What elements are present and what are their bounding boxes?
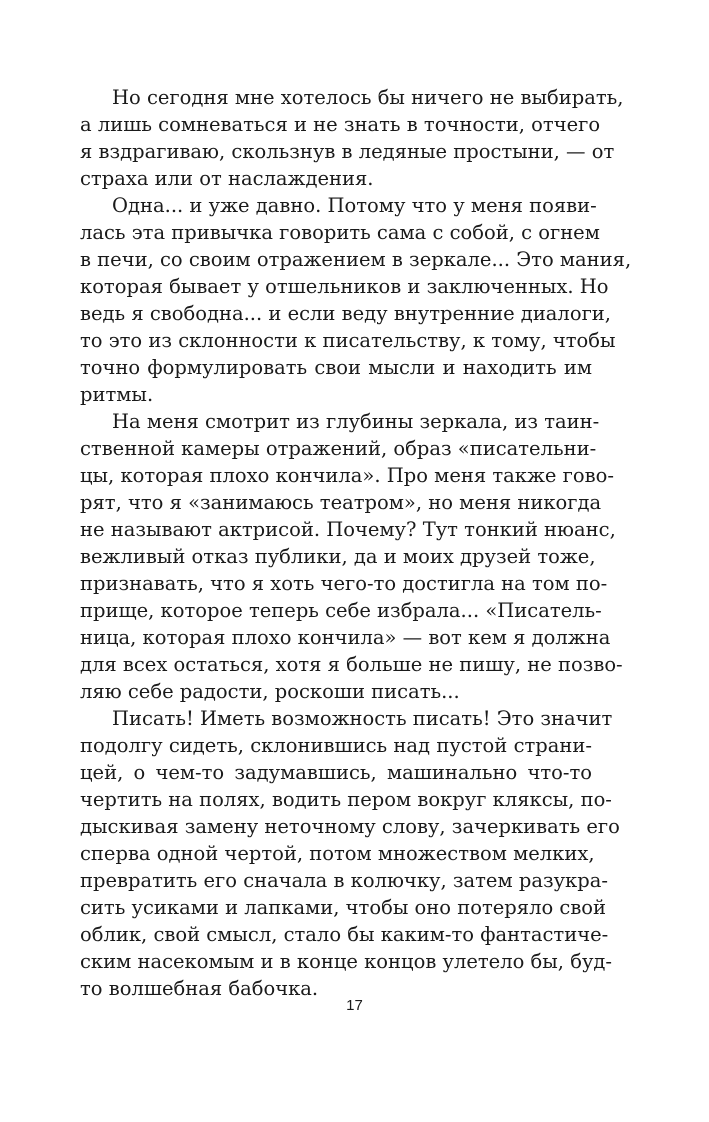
text-line: ница, которая плохо кончила» — вот кем я должна [80, 626, 611, 649]
text-line: цы, которая плохо кончила». Про меня также гово- [80, 464, 614, 487]
text-line: Но сегодня мне хотелось бы ничего не выбирать, [112, 86, 624, 109]
text-line: которая бывает у отшельников и заключенных. Но [80, 275, 609, 298]
paragraph-2 [80, 192, 632, 408]
text-line: цей, о чем-то задумавшись, машинально что-то [80, 761, 592, 784]
text-line: то волшебная бабочка. [80, 977, 319, 1000]
paragraph-4 [80, 705, 620, 1002]
text-line: точно формулировать свои мысли и находить им [80, 356, 592, 379]
text-line: прище, которое теперь себе избрала... «Писатель- [80, 599, 602, 622]
text-line: для всех остаться, хотя я больше не пишу, не позво- [80, 653, 623, 676]
text-line: ведь я свободна... и если веду внутренние диалоги, [80, 302, 611, 325]
text-line: а лишь сомневаться и не знать в точности, отчего [80, 113, 601, 136]
text-line: превратить его сначала в колючку, затем разукра- [80, 869, 608, 892]
text-line: страха или от наслаждения. [80, 167, 374, 190]
text-line: вежливый отказ публики, да и моих друзей тоже, [80, 545, 596, 568]
text-line: ляю себе радости, роскоши писать... [80, 680, 460, 703]
text-line: признавать, что я хоть чего-то достигла на том по- [80, 572, 608, 595]
page-number: 17 [346, 997, 363, 1014]
text-line: не называют актрисой. Почему? Тут тонкий нюанс, [80, 518, 616, 541]
text-line: дыскивая замену неточному слову, зачеркивать его [80, 815, 620, 838]
text-line: то это из склонности к писательству, к тому, чтобы [80, 329, 616, 352]
text-line: ским насекомым и в конце концов улетело бы, буд- [80, 950, 613, 973]
text-line: облик, свой смысл, стало бы каким-то фантастиче- [80, 923, 609, 946]
text-line: ственной камеры отражений, образ «писательни- [80, 437, 597, 460]
text-line: Одна... и уже давно. Потому что у меня появи- [112, 194, 597, 217]
paragraph-1 [80, 84, 624, 192]
text-line: лась эта привычка говорить сама с собой, с огнем [80, 221, 600, 244]
page-body [80, 84, 632, 1002]
text-line: чертить на полях, водить пером вокруг кляксы, по- [80, 788, 612, 811]
text-line: Писать! Иметь возможность писать! Это значит [112, 707, 613, 730]
text-line: в печи, со своим отражением в зеркале... Это мания, [80, 248, 632, 271]
text-line: На меня смотрит из глубины зеркала, из таин- [112, 410, 600, 433]
text-line: сить усиками и лапками, чтобы оно потеряло свой [80, 896, 607, 919]
text-line: рят, что я «занимаюсь театром», но меня никогда [80, 491, 602, 514]
text-line: подолгу сидеть, склонившись над пустой страни- [80, 734, 592, 757]
text-line: я вздрагиваю, скользнув в ледяные простыни, — от [80, 140, 615, 163]
paragraph-3 [80, 408, 623, 705]
text-line: сперва одной чертой, потом множеством мелких, [80, 842, 595, 865]
text-line: ритмы. [80, 383, 154, 406]
